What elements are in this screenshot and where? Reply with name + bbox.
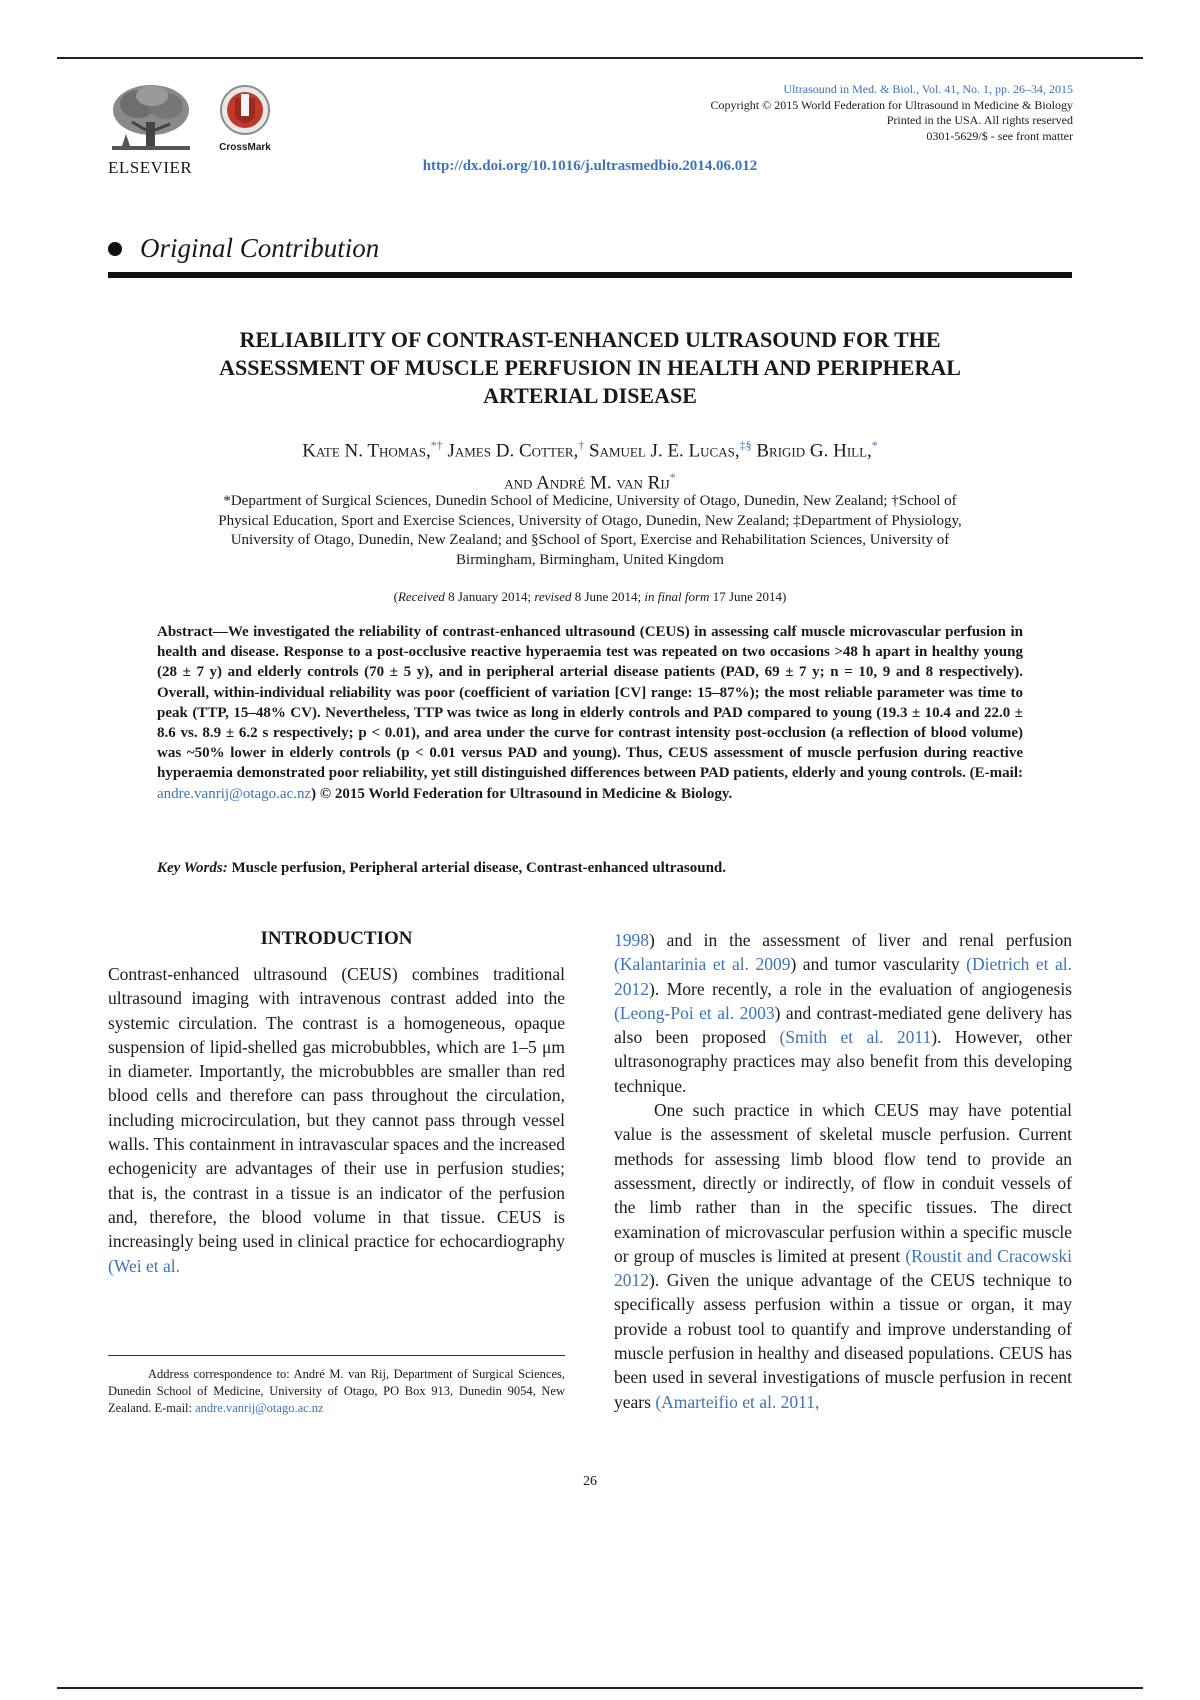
author-affil-mark[interactable]: † xyxy=(578,438,585,452)
crossmark-label: CrossMark xyxy=(219,142,271,153)
citation-link[interactable]: (Roustit and Cracowski 2012 xyxy=(614,1245,1072,1291)
left-column xyxy=(108,928,565,1278)
footnote-email-link[interactable]: andre.vanrij@otago.ac.nz xyxy=(195,1401,324,1415)
received-label: Received xyxy=(397,589,445,604)
keywords-label: Key Words: xyxy=(157,860,228,876)
abstract-copyright: ) © 2015 World Federation for Ultrasound in Medicine & Biology. xyxy=(311,785,733,802)
citation-link[interactable]: (Amarteifio et al. 2011, xyxy=(655,1391,820,1412)
issn-line: 0301-5629/$ - see front matter xyxy=(926,128,1073,143)
abstract xyxy=(157,622,1023,804)
journal-info xyxy=(710,82,1073,144)
citation-link[interactable]: (Dietrich et al. 2012 xyxy=(614,954,1072,999)
section-text: Original Contribution xyxy=(140,233,380,263)
citation-link[interactable]: (Leong-Poi et al. 2003 xyxy=(614,1002,775,1023)
author-list xyxy=(170,432,1010,497)
body-text-run: ). Given the unique advantage of the CEUS technique to specifically assess perfusion within a tissue or organ, it may provide a robust tool to quantify and improve understanding of muscle perfusion in healthy and diseased populations. CEUS has been used in several investigations of muscle perfusion in recent years xyxy=(614,1270,1072,1412)
author-name: Brigid G. Hill, xyxy=(756,440,872,462)
footnote-rule xyxy=(108,1355,565,1356)
author-and: and xyxy=(504,472,537,494)
printed-line: Printed in the USA. All rights reserved xyxy=(886,113,1073,127)
top-rule xyxy=(57,57,1143,59)
affiliation-line: Physical Education, Sport and Exercise Sciences, University of Otago, Dunedin, New Zealand; ‡Department of Physiology, xyxy=(218,512,962,529)
author-affil-mark[interactable]: * xyxy=(871,438,878,452)
keywords-list: Muscle perfusion, Peripheral arterial disease, Contrast-enhanced ultrasound. xyxy=(231,860,727,876)
citation-link[interactable]: (Smith et al. 2011 xyxy=(779,1027,932,1048)
bullet-icon xyxy=(108,242,122,256)
title-line: ASSESSMENT OF MUSCLE PERFUSION IN HEALTH AND PERIPHERAL xyxy=(219,355,961,380)
title-line: RELIABILITY OF CONTRAST-ENHANCED ULTRASOUND FOR THE xyxy=(239,327,941,352)
body-text-run: ) and in the assessment of liver and renal perfusion xyxy=(649,930,1072,950)
page-number: 26 xyxy=(583,1474,597,1489)
crossmark-icon xyxy=(218,84,272,136)
doi-link[interactable]: http://dx.doi.org/10.1016/j.ultrasmedbio.2014.06.012 xyxy=(422,158,758,174)
keywords xyxy=(157,860,1023,877)
journal-citation[interactable]: Ultrasound in Med. & Biol., Vol. 41, No. 1, pp. 26–34, 2015 xyxy=(783,82,1073,96)
section-label xyxy=(108,233,379,264)
final-label: in final form xyxy=(644,589,710,604)
title-line: ARTERIAL DISEASE xyxy=(483,383,697,408)
abstract-text: Abstract—We investigated the reliability of contrast-enhanced ultrasound (CEUS) in assessing calf muscle microvascular perfusion in health and disease. Response to a post-occlusive reactive hyperaemia test was repeated on two occasions >48 h apart in healthy young (28 ± 7 y) and elderly controls (70 ± 5 y), and in peripheral arterial disease patients (PAD, 69 ± 7 y; n = 10, 9 and 8 respectively). Overall, within-individual reliability was poor (coefficient of variation [CV] range: 15–87%); the most reliable parameter was time to peak (TTP, 15–48% CV). Nevertheless, TTP was twice as long in elderly controls and PAD compared to young (19.3 ± 10.4 and 22.0 ± 8.6 vs. 8.9 ± 6.2 s respectively; p < 0.01), and area under the curve for contrast intensity post-occlusion (a reflection of blood volume) was ~50% lower in elderly controls (p < 0.01 versus PAD and young). Thus, CEUS assessment of muscle perfusion during reactive hyperaemia demonstrated poor reliability, yet still distinguished differences between PAD patients, elderly and young controls. (E-mail: xyxy=(157,624,1023,782)
intro-paragraph xyxy=(108,962,565,1278)
right-column xyxy=(614,928,1072,1414)
final-date: 17 June 2014 xyxy=(712,589,783,604)
author-name: Samuel J. E. Lucas, xyxy=(589,440,740,462)
author-affil-mark[interactable]: * xyxy=(669,470,676,485)
body-paragraph xyxy=(614,1098,1072,1414)
citation-link[interactable]: (Wei et al. xyxy=(108,1255,180,1276)
author-affil-mark[interactable]: ‡§ xyxy=(739,438,752,452)
crossmark-badge[interactable] xyxy=(214,84,276,153)
correspondence-footnote xyxy=(108,1366,565,1417)
received-date: 8 January 2014; xyxy=(448,589,532,604)
copyright-line: Copyright © 2015 World Federation for Ultrasound in Medicine & Biology xyxy=(710,97,1073,112)
body-text-run: ) and contrast-mediated gene delivery has also been proposed xyxy=(614,1002,1072,1048)
intro-text: Contrast-enhanced ultrasound (CEUS) combines traditional ultrasound imaging with intravenous contrast added into the systemic circulation. The contrast is a homogeneous, opaque suspension of lipid-shelled gas microbubbles, which are 1–5 μm in diameter. Importantly, the microbubbles are smaller than red blood cells and therefore can pass throughout the circulation, including microcirculation, but they cannot pass through vessel walls. This containment in intravascular spaces and the increased echogenicity are advantages of their use in perfusion studies; that is, the contrast in a tissue is an indicator of the perfusion and, therefore, the blood volume in that tissue. CEUS is increasingly being used in clinical practice for echocardiography xyxy=(108,964,565,1252)
body-text-run: ). More recently, a role in the evaluation of angiogenesis xyxy=(649,978,1072,999)
affiliation-line: *Department of Surgical Sciences, Dunedin School of Medicine, University of Otago, Dunedin, New Zealand; †School of xyxy=(223,493,957,509)
abstract-email-link[interactable]: andre.vanrij@otago.ac.nz xyxy=(157,785,312,802)
author-name: André M. van Rij xyxy=(536,472,670,494)
affiliation-line: Birmingham, Birmingham, United Kingdom xyxy=(456,551,724,568)
citation-link[interactable]: 1998 xyxy=(614,930,649,950)
article-title xyxy=(160,326,1020,410)
author-name: James D. Cotter, xyxy=(447,440,579,462)
bottom-rule xyxy=(57,1687,1143,1689)
revised-date: 8 June 2014; xyxy=(574,589,642,604)
affiliation-line: University of Otago, Dunedin, New Zealand; and §School of Sport, Exercise and Rehabilitation Sciences, University of xyxy=(230,532,950,548)
citation-link[interactable]: (Kalantarinia et al. 2009 xyxy=(614,954,791,975)
publisher-name: ELSEVIER xyxy=(108,158,193,177)
author-name: Kate N. Thomas, xyxy=(302,440,431,462)
introduction-heading: INTRODUCTION xyxy=(260,928,413,949)
article-dates: (Received 8 January 2014; revised 8 June 2014; in final form 17 June 2014) xyxy=(393,589,787,604)
body-text-run: ) and tumor vascularity xyxy=(790,954,967,975)
revised-label: revised xyxy=(534,589,572,604)
section-rule xyxy=(108,272,1072,278)
body-text-run: One such practice in which CEUS may have potential value is the assessment of skeletal muscle perfusion. Current methods for assessing limb blood flow tend to provide an assessment, directly or indirectly, of flow in conduit vessels of the limb rather than in the specific tissues. The direct examination of microvascular perfusion within a specific muscle or group of muscles is limited at present xyxy=(614,1100,1072,1266)
body-text-run: ). However, other ultrasonography practices may also benefit from this developing technique. xyxy=(614,1027,1072,1096)
elsevier-tree-icon xyxy=(108,82,194,156)
footnote-text: Address correspondence to: André M. van Rij, Department of Surgical Sciences, Dunedin School of Medicine, University of Otago, PO Box 913, Dunedin 9054, New Zealand. E-mail: xyxy=(108,1367,565,1415)
author-affil-mark[interactable]: *† xyxy=(430,438,443,452)
affiliations xyxy=(130,492,1050,570)
body-paragraph xyxy=(614,928,1072,1098)
